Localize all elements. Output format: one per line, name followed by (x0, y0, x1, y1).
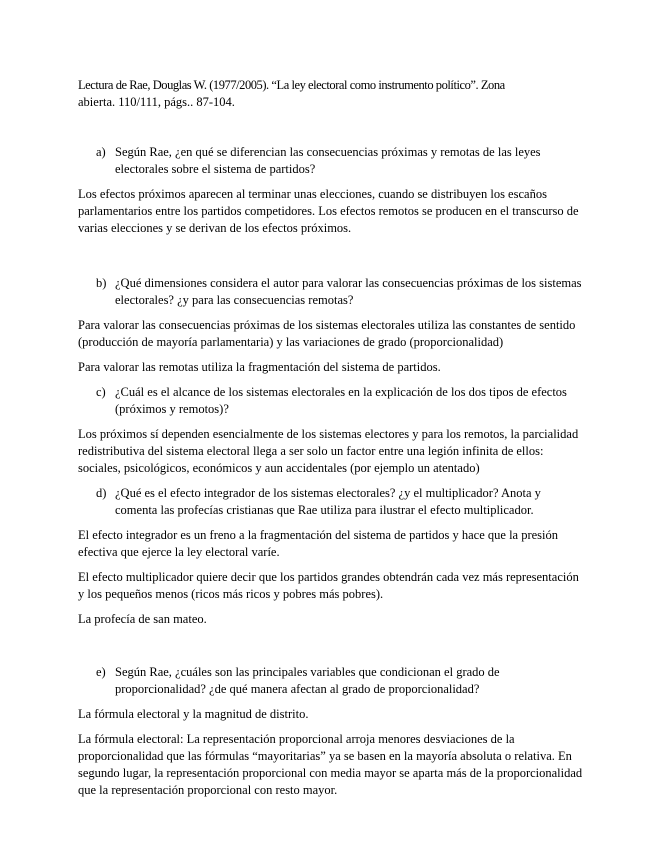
answer-b-1: Para valorar las consecuencias próximas de los sistemas electorales utiliza las constantes de sentido (producción de mayoría parlamentaria) y las variaciones de grado (proporcionalidad) (78, 318, 576, 349)
answer-b-2: Para valorar las remotas utiliza la fragmentación del sistema de partidos. (78, 360, 441, 374)
answer-e-2: La fórmula electoral: La representación proporcional arroja menores desviaciones de la proporcionalidad que las fórmulas “mayoritarias” ya se basen en la mayoría absoluta o relativa. En segundo lugar, la representación proporcional con media mayor se aparta más de la proporcionalidad que la representación proporcional con resto mayor. (78, 732, 583, 797)
question-b-text: ¿Qué dimensiones considera el autor para valorar las consecuencias próximas de los sistemas electorales? ¿y para las consecuencias remotas? (115, 276, 582, 307)
reference-line-1: Lectura de Rae, Douglas W. (1977/2005). “La ley electoral como instrumento político”. Zona (78, 78, 505, 92)
answer-a-1: Los efectos próximos aparecen al terminar unas elecciones, cuando se distribuyen los escaños parlamentarios entre los partidos competidores. Los efectos remotos se producen en el transcurso de varias elecciones y se derivan de los efectos próximos. (78, 187, 579, 235)
question-d (78, 485, 583, 519)
spacer (78, 245, 583, 275)
document-page (78, 77, 583, 807)
reference-line-2: abierta. 110/111, págs.. 87-104. (78, 95, 235, 109)
question-b (78, 275, 583, 309)
answer-c-1: Los próximos sí dependen esencialmente de los sistemas electores y para los remotos, la parcialidad redistributiva del sistema electoral llega a ser solo un factor entre una legión infinita de ellos: sociales, psicológicos, económicos y aun accidentales (por ejemplo un atentado) (78, 427, 579, 475)
question-b-letter: b) (96, 276, 107, 290)
question-a-text: Según Rae, ¿en qué se diferencian las consecuencias próximas y remotas de las leyes electorales sobre el sistema de partidos? (115, 145, 541, 176)
question-c-letter: c) (96, 385, 106, 399)
question-c (78, 384, 583, 418)
answer-e-1: La fórmula electoral y la magnitud de distrito. (78, 707, 309, 721)
question-e-letter: e) (96, 665, 106, 679)
answer-d-2: El efecto multiplicador quiere decir que los partidos grandes obtendrán cada vez más representación y los pequeños menos (ricos más ricos y pobres más pobres). (78, 570, 579, 601)
question-a-letter: a) (96, 145, 106, 159)
question-e-text: Según Rae, ¿cuáles son las principales variables que condicionan el grado de proporcionalidad? ¿de qué manera afectan al grado de proporcionalidad? (115, 665, 500, 696)
question-a (78, 144, 583, 178)
reading-reference (78, 77, 583, 111)
answer-d-1: El efecto integrador es un freno a la fragmentación del sistema de partidos y hace que la presión efectiva que ejerce la ley electoral varíe. (78, 528, 559, 559)
question-d-text: ¿Qué es el efecto integrador de los sistemas electorales? ¿y el multiplicador? Anota y comenta las profecías cristianas que Rae utiliza para ilustrar el efecto multiplicador. (115, 486, 541, 517)
question-c-text: ¿Cuál es el alcance de los sistemas electorales en la explicación de los dos tipos de efectos (próximos y remotos)? (115, 385, 567, 416)
spacer (78, 636, 583, 664)
question-d-letter: d) (96, 486, 107, 500)
answer-d-3: La profecía de san mateo. (78, 612, 207, 626)
question-e (78, 664, 583, 698)
